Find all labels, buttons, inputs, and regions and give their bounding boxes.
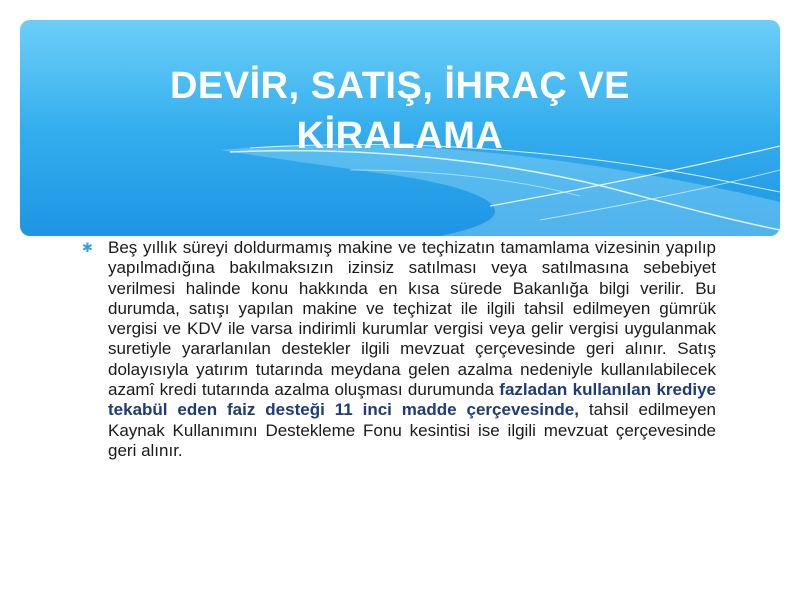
bullet-list [80,238,716,461]
title-line-1: DEVİR, SATIŞ, İHRAÇ VE [169,65,631,108]
page-title [20,61,780,161]
paragraph-highlight: fazladan kullanılan krediye tekabül eden faiz desteği 11 inci madde çerçevesinde, [108,380,716,420]
title-line-2: KİRALAMA [296,115,504,158]
asterisk-bullet-icon: ✱ [82,240,93,255]
paragraph-text-start: Beş yıllık süreyi doldurmamış makine ve teçhizatın tamamlama vizesinin yapılıp yapılmadığına bakılmaksızın izinsiz satılması veya satılmasına sebebiyet verilmesi halinde konu hakkında en kısa sürede Bakanlığa bilgi verilir. Bu durumda, satışı yapılan makine ve teçhizat ile ilgili tahsil edilmeyen gümrük vergisi ve KDV ile varsa indirimli kurumlar vergisi veya gelir vergisi uygulanmak suretiyle yararlanılan destekler ilgili mevzuat çerçevesinde geri alınır. Satış dolayısıyla yatırım tutarında meydana gelen azalma nedeniyle kullanılabilecek azamî kredi tutarında azalma oluşması durumunda [108,238,716,400]
list-item [80,238,716,461]
paragraph-text-end: tahsil edilmeyen Kaynak Kullanımını Destekleme Fonu kesintisi ise ilgili mevzuat çerçevesinde geri alınır. [108,400,716,460]
